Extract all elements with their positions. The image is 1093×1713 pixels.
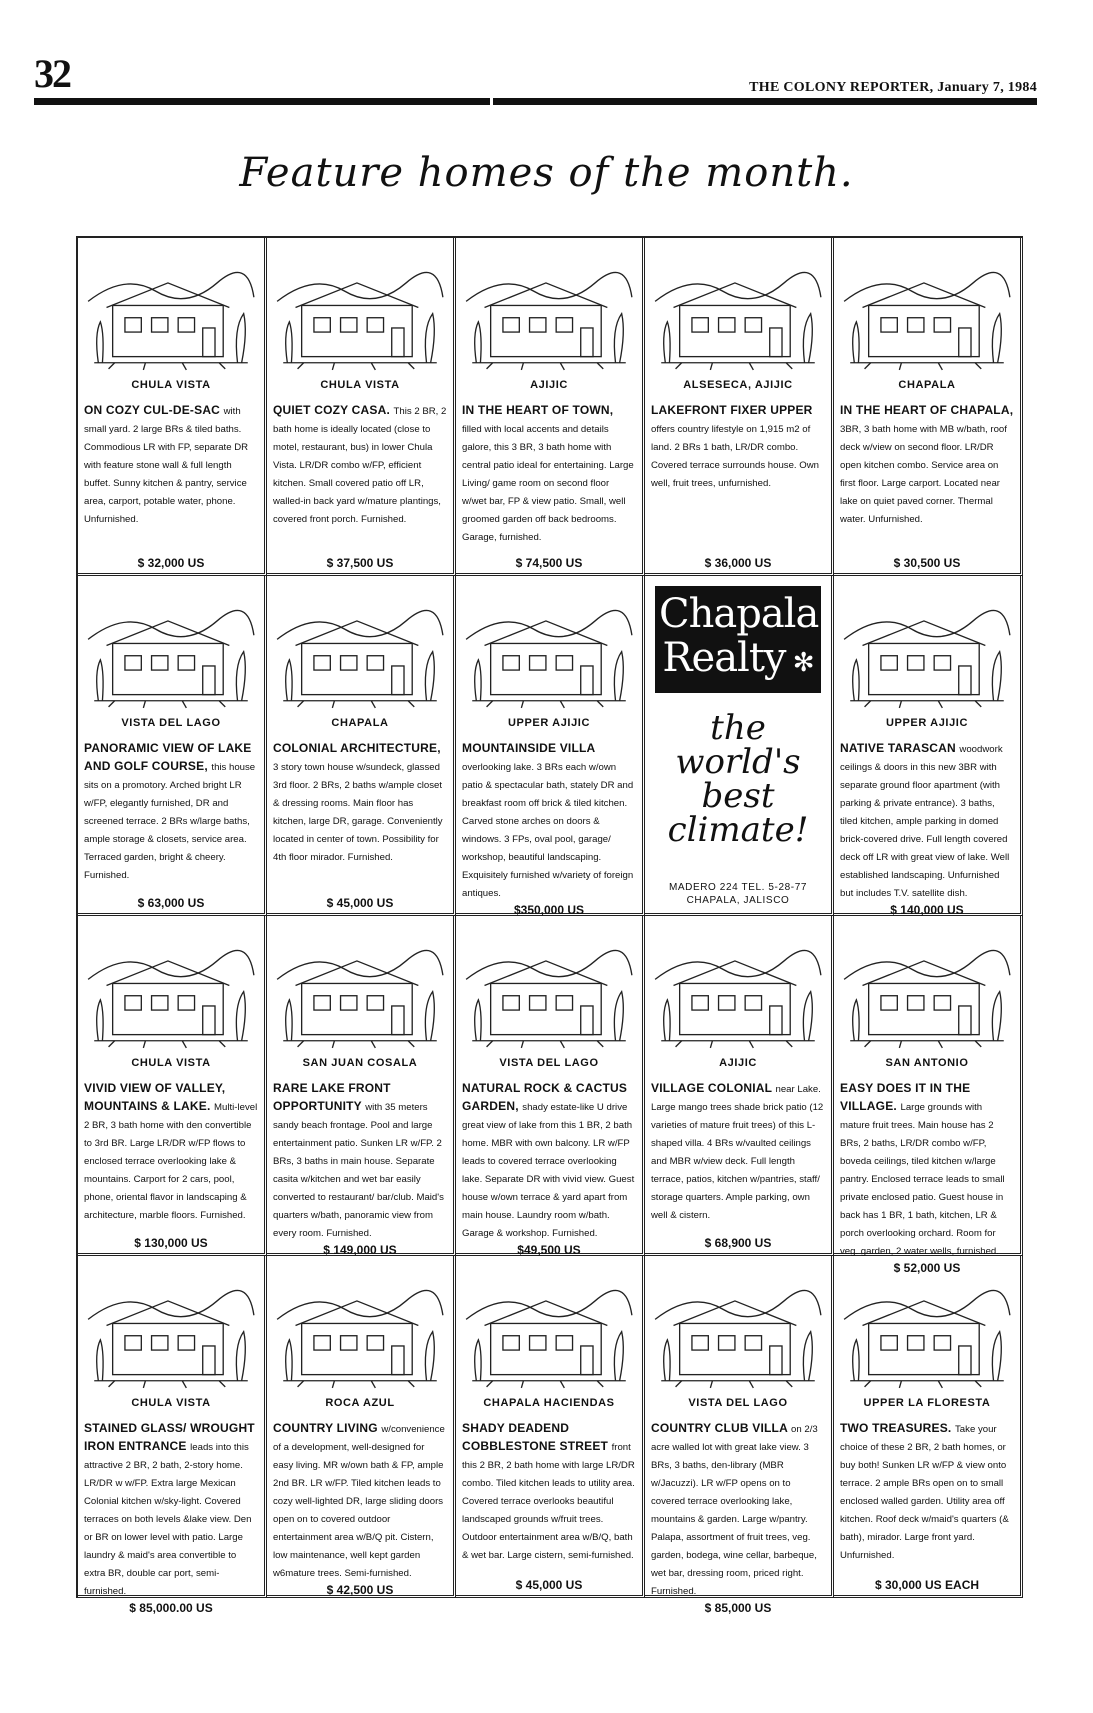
house-sketch-icon [273,580,447,711]
listing-headline: VILLAGE COLONIAL [651,1081,776,1095]
listing-price: $ 45,000 US [326,896,394,910]
listing-price: $ 52,000 US [893,1261,961,1275]
listing-location: VISTA DEL LAGO [688,1397,788,1409]
listing-price: $ 68,900 US [704,1236,772,1250]
listing-card [834,238,1023,576]
house-sketch-icon [840,580,1014,711]
listing-price: $ 36,000 US [704,556,772,570]
listing-card [267,238,456,576]
feature-title: Feature homes of the month. [239,150,854,196]
listing-headline: COUNTRY LIVING [273,1421,382,1435]
house-sketch-icon [462,242,636,373]
listing-card [456,576,645,916]
listing-location: CHULA VISTA [131,379,211,391]
listing-headline: IN THE HEART OF TOWN, [462,403,614,417]
listing-card [456,1256,645,1598]
listing-headline: ON COZY CUL-DE-SAC [84,403,224,417]
listing-body: Large grounds with mature fruit trees. Main house has 2 BRs, 2 baths, LR/DR combo w/FP, boveda ceilings, tiled kitchen w/large pantry. Enclosed terrace leads to small private enclosed patio. Guest house in back has 1 BR, 1 bath, kitchen, LR & porch overlooking orchard. Room for veg. garden, 2 water wells, furnished. [840,1102,1005,1257]
house-sketch-icon [462,920,636,1051]
listing-headline: TWO TREASURES. [840,1421,956,1435]
listing-card [834,1256,1023,1598]
ad-name-line2: Realty [662,635,786,681]
listing-location: CHULA VISTA [131,1397,211,1409]
listing-body: 3 story town house w/sundeck, glassed 3rd floor. 2 BRs, 2 baths w/ample closet & dressing rooms. Main floor has kitchen, large DR, garage. Conveniently located in center of town. Possibility for 4th floor mirador. Furnished. [273,762,443,863]
page-number: 32 [34,51,70,96]
listing-price: $ 130,000 US [134,1236,208,1250]
listing-headline: STAINED GLASS/ WROUGHT IRON ENTRANCE [84,1421,255,1453]
listing-body: Multi-level 2 BR, 3 bath home with den convertible to 3rd BR. Large LR/DR w/FP flows to enclosed terrace overlooking lake & mountains. Carport for 2 cars, pool, phone, oriental flavor in landscaping & architecture, marble floors. Furnished. [84,1102,258,1221]
flower-icon: ✻ [785,648,814,678]
listing-card [645,1256,834,1615]
listing-body: 3BR, 3 bath home with MB w/bath, roof deck w/view on second floor. LR/DR open kitchen combo. Service area on first floor. Large carport. Located near lake on quiet paved corner. Thermal water. Unfurnished. [840,424,1007,525]
listing-headline: COUNTRY CLUB VILLA [651,1421,792,1435]
listing-card [78,1256,267,1615]
masthead: THE COLONY REPORTER, January 7, 1984 [749,80,1037,95]
ad-address-line1: MADERO 224 TEL. 5-28-77 [668,882,808,893]
listing-price: $ 140,000 US [890,903,964,917]
listing-card [267,1256,456,1598]
listing-card [78,576,267,916]
ad-slogan: the world's best climate! [667,708,809,850]
listing-card [267,916,456,1256]
listing-card [645,916,834,1256]
house-sketch-icon [273,920,447,1051]
house-sketch-icon [273,1260,447,1391]
listing-body: on 2/3 acre walled lot with great lake view. 3 BRs, 3 baths, den-library (MBR w/Jacuzzi). LR w/FP opens on to covered terrace overlooking lake, mountains & garden. Large w/pantry. Palapa, assortment of fruit trees, veg. garden, bodega, wine cellar, barbeque, wet bar, dressing room, priced right. Furnished. [651,1424,818,1597]
listing-location: UPPER AJIJIC [886,717,968,729]
listing-headline: IN THE HEART OF CHAPALA, [840,403,1014,417]
chapala-realty-ad [645,576,834,916]
listing-headline: COLONIAL ARCHITECTURE, [273,741,441,755]
listing-price: $ 30,500 US [893,556,961,570]
header-rule [34,98,1037,105]
house-sketch-icon [840,920,1014,1051]
listing-price: $ 149,000 US [323,1243,397,1257]
listing-headline: VIVID VIEW OF VALLEY, MOUNTAINS & LAKE. [84,1081,226,1113]
listing-card [456,238,645,576]
listing-location: CHAPALA [331,717,389,729]
listing-card [78,238,267,576]
listing-headline: NATIVE TARASCAN [840,741,960,755]
listing-price: $ 30,000 US EACH [874,1578,980,1592]
house-sketch-icon [651,242,825,373]
listing-price: $ 42,500 US [326,1583,394,1597]
listings-grid [76,236,1023,1615]
listing-body: filled with local accents and details galore, this 3 BR, 3 bath home with central patio ideal for entertaining. Large Living/ game room on second floor w/wet bar, FP & view patio. Small, well groomed garden off back bedrooms. Garage, furnished. [462,424,634,543]
listing-card [456,916,645,1256]
listing-location: AJIJIC [719,1057,757,1069]
listing-headline: LAKEFRONT FIXER UPPER [651,403,813,417]
listing-headline: NATURAL ROCK & CACTUS GARDEN, [462,1081,628,1113]
ad-name-line1: Chapala [659,591,819,637]
listing-price: $ 85,000 US [704,1601,772,1615]
listing-location: VISTA DEL LAGO [121,717,221,729]
listing-price: $ 74,500 US [515,556,583,570]
listing-card [267,576,456,916]
listing-body: near Lake. Large mango trees shade brick patio (12 varieties of mature fruit trees) of this L-shaped villa. 4 BRs w/vaulted ceilings and MBR w/view deck. Full length terrace, patios, kitchen w/pantries, staff/ storage quarters. Ample parking, own well & cistern. [651,1084,824,1221]
listing-body: front this 2 BR, 2 bath home with large LR/DR combo. Tiled kitchen leads to utility area. Covered terrace overlooks beautiful landscaped grounds w/fruit trees. Outdoor entertainment area w/B/Q, bath & wet bar. Large cistern, semi-furnished. [462,1442,635,1561]
listing-body: this house sits on a promotory. Arched bright LR w/FP, elegantly furnished, DR and screened terrace. 2 BRs w/large baths, ample storage & closets, service area. Terraced garden, bright & cheery. Furnished. [84,762,256,881]
house-sketch-icon [651,1260,825,1391]
listing-body: Take your choice of these 2 BR, 2 bath homes, or buy both! Sunken LR w/FP & view onto terrace. 2 ample BRs open on to small enclosed walled garden. Utility area off kitchen. Roof deck w/maid's quarters (& bath), mirador. Large front yard. Unfurnished. [840,1424,1009,1561]
house-sketch-icon [462,580,636,711]
listing-headline: RARE LAKE FRONT OPPORTUNITY [273,1081,391,1113]
listing-headline: SHADY DEADEND COBBLESTONE STREET [462,1421,612,1453]
listing-location: SAN ANTONIO [885,1057,969,1069]
house-sketch-icon [84,1260,258,1391]
listing-headline: QUIET COZY CASA. [273,403,394,417]
listing-price: $ 63,000 US [137,896,205,910]
ad-address-line2: CHAPALA, JALISCO [686,895,790,906]
listing-location: ALSESECA, AJIJIC [683,379,793,391]
listing-location: CHAPALA [898,379,956,391]
listing-location: SAN JUAN COSALA [302,1057,418,1069]
listing-location: CHAPALA HACIENDAS [483,1397,615,1409]
ad-logo [655,586,821,693]
house-sketch-icon [84,920,258,1051]
listing-location: CHULA VISTA [320,379,400,391]
listing-headline: MOUNTAINSIDE VILLA [462,741,595,755]
listing-headline: PANORAMIC VIEW OF LAKE AND GOLF COURSE, [84,741,252,773]
listing-price: $ 32,000 US [137,556,205,570]
listing-price: $ 37,500 US [326,556,394,570]
listing-price: $ 45,000 US [515,1578,583,1592]
listing-body: leads into this attractive 2 BR, 2 bath, 2-story home. LR/DR w w/FP. Extra large Mexican Colonial kitchen w/sky-light. Covered terraces on both levels &lake view. Den or BR on lower level with patio. Large laundry & maid's area convertible to extra BR, double car port, semi-furnished. [84,1442,252,1597]
listing-price: $350,000 US [513,903,585,917]
listing-card [645,238,834,576]
listing-location: UPPER LA FLORESTA [863,1397,991,1409]
listing-body: offers country lifestyle on 1,915 m2 of land. 2 BRs 1 bath, LR/DR combo. Covered terrace surrounds house. Own well, fruit trees, unfurnished. [651,424,819,489]
listing-headline: EASY DOES IT IN THE VILLAGE. [840,1081,971,1113]
listing-card [834,916,1023,1275]
listing-location: UPPER AJIJIC [508,717,590,729]
listing-body: with 35 meters sandy beach frontage. Pool and large entertainment patio. Sunken LR w/FP. 2 BRs, 3 baths in main house. Separate casita w/kitchen and wet bar easily converted to restaurant/ bar/club. Maid's quarters w/bath, panoramic view from every room. Furnished. [273,1102,444,1239]
house-sketch-icon [840,1260,1014,1391]
listing-body: with small yard. 2 large BRs & tiled baths. Commodious LR with FP, separate DR with feature stone wall & full length buffet. Sunny kitchen & pantry, service area, carport, potable water, phone. Unfurnished. [84,406,249,525]
listing-location: CHULA VISTA [131,1057,211,1069]
listing-body: woodwork ceilings & doors in this new 3BR with separate ground floor apartment (with parking & private entrance). 3 baths, tiled kitchen, ample parking in domed brick-covered drive. Full length covered deck off LR with great view of lake. Well established landscaping. Unfurnished but includes T.V. satellite dish. [840,744,1010,899]
listing-location: VISTA DEL LAGO [499,1057,599,1069]
house-sketch-icon [84,580,258,711]
house-sketch-icon [840,242,1014,373]
listing-price: $ 85,000.00 US [129,1601,213,1615]
house-sketch-icon [651,920,825,1051]
listing-body: shady estate-like U drive great view of lake from this 1 BR, 2 bath home. MBR with own balcony. LR w/FP leads to covered terrace overlooking lake. Separate DR with vivid view. Guest house w/own terrace & yard apart from main house. Laundry room w/bath. Garage & workshop. Furnished. [462,1102,635,1239]
house-sketch-icon [84,242,258,373]
listing-body: This 2 BR, 2 bath home is ideally located (close to motel, restaurant, bus) in lower Chula Vista. LR/DR combo w/FP, efficient kitchen. Small covered patio off LR, walled-in back yard w/mature plantings, covered front porch. Furnished. [273,406,447,525]
listing-card [78,916,267,1256]
listing-price: $49,500 US [517,1243,581,1257]
listing-location: AJIJIC [530,379,568,391]
listing-card [834,576,1023,916]
listing-body: w/convenience of a development, well-designed for easy living. MR w/own bath & FP, ample 2nd BR. LR w/FP. Tiled kitchen leads to cozy well-lighted DR, large sliding doors open on to covered outdoor entertainment area w/B/Q pit. Cistern, low maintenance, well kept garden w6mature trees. Semi-furnished. [273,1424,445,1579]
listing-body: overlooking lake. 3 BRs each w/own patio & spectacular bath, stately DR and breakfast room off brick & tiled kitchen. Carved stone arches on doors & windows. 3 FPs, oval pool, garage/ workshop, beautiful landscaping. Exquisitely furnished w/variety of foreign antiques. [462,762,634,899]
listing-location: ROCA AZUL [325,1397,395,1409]
house-sketch-icon [273,242,447,373]
house-sketch-icon [462,1260,636,1391]
